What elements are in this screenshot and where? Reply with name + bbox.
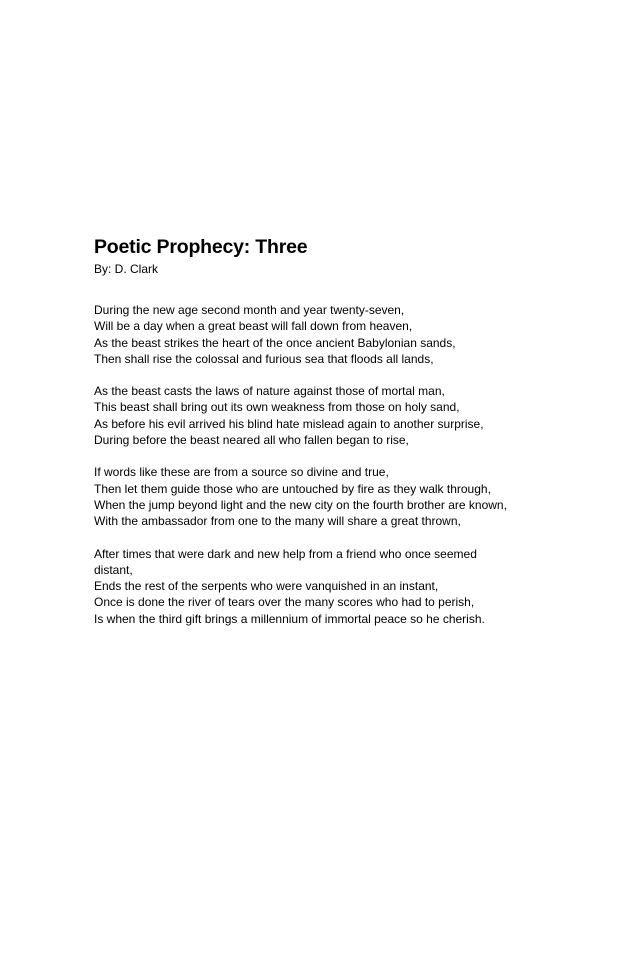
stanza <box>94 464 624 529</box>
poem-line: If words like these are from a source so divine and true, <box>94 465 389 480</box>
poem-line: Then shall rise the colossal and furious sea that floods all lands, <box>94 351 434 366</box>
poem-body <box>94 302 624 627</box>
poem-line: As the beast strikes the heart of the once ancient Babylonian sands, <box>94 335 456 350</box>
poem-line: Then let them guide those who are untouched by fire as they walk through, <box>94 481 491 496</box>
poem-line: When the jump beyond light and the new city on the fourth brother are known, <box>94 497 507 512</box>
poem-line: distant, <box>94 562 133 577</box>
stanza <box>94 383 624 448</box>
poem-line: Once is done the river of tears over the many scores who had to perish, <box>94 595 475 610</box>
document-page <box>94 234 624 643</box>
poem-line: As before his evil arrived his blind hate mislead again to another surprise, <box>94 416 484 431</box>
poem-line: With the ambassador from one to the many will share a great thrown, <box>94 514 461 529</box>
stanza <box>94 546 624 627</box>
poem-line: During before the beast neared all who fallen began to rise, <box>94 433 409 448</box>
poem-line: Is when the third gift brings a millennium of immortal peace so he cherish. <box>94 611 485 626</box>
poem-line: After times that were dark and new help from a friend who once seemed <box>94 546 477 561</box>
poem-line: As the beast casts the laws of nature against those of mortal man, <box>94 384 445 399</box>
page-title: Poetic Prophecy: Three <box>94 236 308 258</box>
stanza <box>94 302 624 367</box>
poem-line: This beast shall bring out its own weakness from those on holy sand, <box>94 400 460 415</box>
author-byline: By: D. Clark <box>94 262 159 276</box>
poem-line: Ends the rest of the serpents who were vanquished in an instant, <box>94 579 439 594</box>
poem-line: During the new age second month and year twenty-seven, <box>94 303 405 317</box>
poem-line: Will be a day when a great beast will fall down from heaven, <box>94 319 413 334</box>
